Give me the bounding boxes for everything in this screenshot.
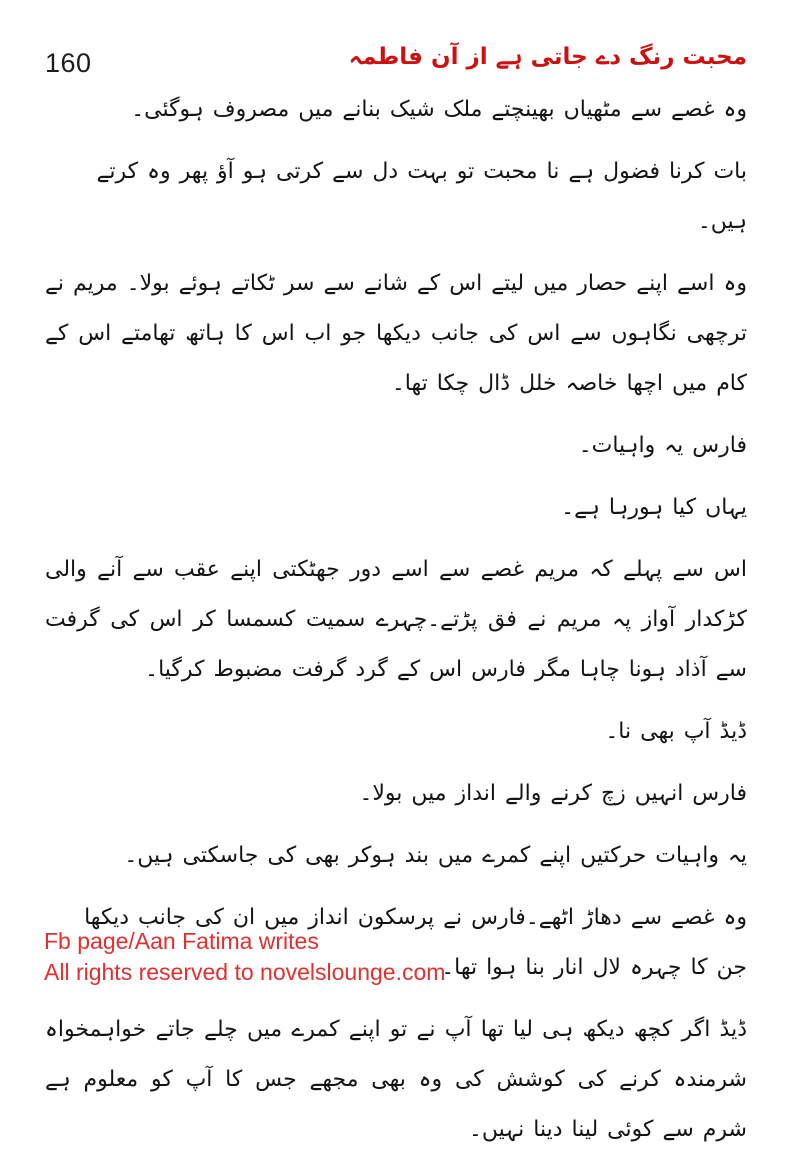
footer-rights-line: All rights reserved to novelslounge.com [44,959,446,985]
body-paragraph: وہ غصے سے دھاڑ اٹھے۔فارس نے پرسکون انداز میں ان کی جانب دیکھا جن کا چہرہ لال انار بنا ہوا تھا۔ [84,905,747,980]
page-footer [44,926,445,988]
footer-fb-page-line: Fb page/Aan Fatima writes [44,928,319,954]
body-paragraph: بات کرنا فضول ہے نا محبت تو بہت دل سے کرتی ہو آؤ پھر وہ کرتے ہیں۔ [96,159,747,234]
body-paragraph: فارس یہ واہیات۔ [578,433,747,458]
body-paragraph: اس سے پہلے کہ مریم غصے سے اسے دور جھٹکتی اپنے عقب سے آنے والی کڑکدار آواز پہ مریم نے فق پڑتے۔چہرے سمیت کسمسا کر اس کی گرفت سے آذاد ہونا چاہا مگر فارس اس کے گرد گرفت مضبوط کرگیا۔ [45,557,747,682]
page-header [45,40,747,79]
body-paragraph: یہ واہیات حرکتیں اپنے کمرے میں بند ہوکر بھی کی جاسکتی ہیں۔ [124,843,747,868]
body-paragraph: فارس انہیں زچ کرنے والے انداز میں بولا۔ [359,781,747,806]
body-paragraph: وہ اسے اپنے حصار میں لیتے اس کے شانے سے سر ٹکاتے ہوئے بولا۔ مریم نے ترچھی نگاہوں سے اس کی جانب دیکھا جو اب اس کا ہاتھ تھامتے اس کے کام میں اچھا خاصہ خلل ڈال چکا تھا۔ [45,271,747,396]
body-paragraph: ڈیڈ آپ بھی نا۔ [605,719,747,744]
page-number: 160 [45,48,92,78]
body-paragraph: وہ غصے سے مٹھیاں بھینچتے ملک شیک بنانے میں مصروف ہوگئی۔ [131,97,747,122]
body-paragraph: ڈیڈ اگر کچھ دیکھ ہی لیا تھا آپ نے تو اپنے کمرے میں چلے جاتے خواہمخواہ شرمندہ کرنے کی کوشش کی وہ بھی مجھے جس کا آپ کو معلوم ہے شرم سے کوئی لینا دینا نہیں۔ [45,1017,747,1142]
body-text [45,85,747,1155]
body-paragraph: یہاں کیا ہورہا ہے۔ [561,495,747,520]
book-title: محبت رنگ دے جاتی ہے از آن فاطمہ [348,44,747,70]
